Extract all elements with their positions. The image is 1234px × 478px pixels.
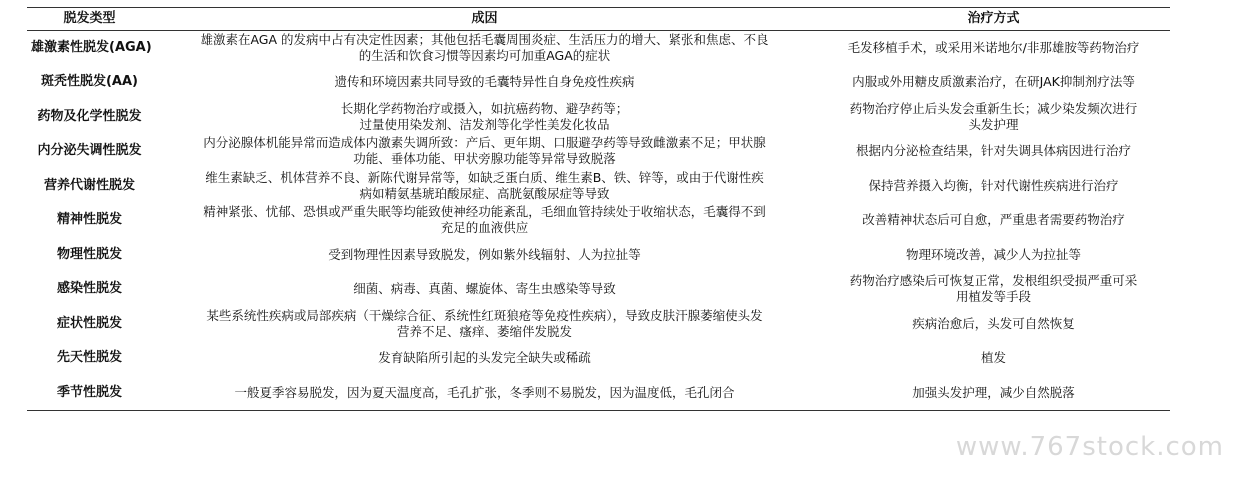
- row-cause: 发育缺陷所引起的头发完全缺失或稀疏: [378, 350, 591, 366]
- row-type: 精神性脱发: [56, 212, 122, 228]
- header-row: [27, 8, 1170, 31]
- row-treatment: 植发: [980, 350, 1006, 366]
- row-cause: 细菌、病毒、真菌、螺旋体、寄生虫感染等导致: [353, 281, 616, 297]
- table-body: [27, 31, 1170, 411]
- row-type: 先天性脱发: [56, 350, 122, 366]
- row-cause: 长期化学药物治疗或摄入，如抗癌药物、避孕药等； 过量使用染发剂、洁发剂等化学性美发化妆品: [340, 100, 629, 132]
- header-type: 脱发类型: [63, 11, 116, 26]
- row-type: 药物及化学性脱发: [37, 108, 142, 124]
- row-cause: 内分泌腺体机能异常而造成体内激素失调所致：产后、更年期、口服避孕药等导致雌激素不足；甲状腺 功能、垂体功能、甲状旁腺功能等异常导致脱落: [203, 135, 766, 167]
- row-type: 症状性脱发: [56, 315, 122, 331]
- hair-loss-table-container: [27, 7, 1170, 411]
- table-row: [27, 203, 1170, 238]
- watermark: www.767stock.com: [955, 432, 1224, 462]
- row-type: 内分泌失调性脱发: [37, 143, 142, 159]
- row-treatment: 加强头发护理，减少自然脱落: [912, 384, 1075, 400]
- table-row: [27, 376, 1170, 411]
- row-treatment: 药物治疗停止后头发会重新生长；减少染发频次进行 头发护理: [849, 100, 1138, 132]
- table-row: [27, 238, 1170, 273]
- row-treatment: 药物治疗感染后可恢复正常，发根组织受损严重可采 用植发等手段: [849, 273, 1138, 305]
- header-cause: 成因: [471, 11, 498, 26]
- table-row: [27, 169, 1170, 204]
- row-type: 季节性脱发: [56, 384, 122, 400]
- table-header: [27, 8, 1170, 31]
- row-treatment: 物理环境改善，减少人为拉扯等: [905, 246, 1081, 262]
- row-type: 营养代谢性脱发: [43, 177, 135, 193]
- row-cause: 遗传和环境因素共同导致的毛囊特异性自身免疫性疾病: [334, 74, 635, 90]
- row-cause: 一般夏季容易脱发，因为夏天温度高，毛孔扩张，冬季则不易脱发，因为温度低，毛孔闭合: [234, 384, 735, 400]
- header-treatment: 治疗方式: [967, 11, 1020, 26]
- row-treatment: 疾病治愈后，头发可自然恢复: [912, 315, 1075, 331]
- row-treatment: 改善精神状态后可自愈，严重患者需要药物治疗: [862, 212, 1125, 228]
- table-row: [27, 100, 1170, 135]
- row-cause: 某些系统性疾病或局部疾病（干燥综合征、系统性红斑狼疮等免疫性疾病），导致皮肤汗腺萎缩使头发 营养不足、瘙痒、萎缩伴发脱发: [206, 307, 763, 339]
- row-type: 雄激素性脱发(AGA): [31, 40, 152, 55]
- row-cause: 维生素缺乏、机体营养不良、新陈代谢异常等，如缺乏蛋白质、维生素B、铁、锌等，或由于代谢性疾 病如精氨基琥珀酸尿症、高胱氨酸尿症等导致: [205, 169, 764, 201]
- table-row: [27, 31, 1170, 66]
- table-row: [27, 272, 1170, 307]
- row-cause: 雄激素在AGA 的发病中占有决定性因素；其他包括毛囊周围炎症、生活压力的增大、紧张和焦虑、不良 的生活和饮食习惯等因素均可加重AGA的症状: [200, 32, 769, 63]
- table-row: [27, 341, 1170, 376]
- row-treatment: 根据内分泌检查结果，针对失调具体病因进行治疗: [855, 143, 1131, 159]
- row-type: 感染性脱发: [56, 281, 122, 297]
- table-row: [27, 65, 1170, 100]
- row-type: 物理性脱发: [56, 246, 122, 262]
- row-cause: 精神紧张、忧郁、恐惧或严重失眠等均能致使神经功能紊乱，毛细血管持续处于收缩状态，毛囊得不到 充足的血液供应: [203, 204, 766, 236]
- row-treatment: 毛发移植手术，或采用米诺地尔/非那雄胺等药物治疗: [847, 40, 1140, 55]
- row-cause: 受到物理性因素导致脱发，例如紫外线辐射、人为拉扯等: [328, 246, 641, 262]
- hair-loss-types-table: [27, 7, 1170, 411]
- row-treatment: 保持营养摄入均衡，针对代谢性疾病进行治疗: [868, 177, 1119, 193]
- row-treatment: 内服或外用糖皮质激素治疗，在研JAK抑制剂疗法等: [852, 74, 1135, 90]
- table-row: [27, 307, 1170, 342]
- row-type: 斑秃性脱发(AA): [40, 74, 138, 90]
- table-row: [27, 134, 1170, 169]
